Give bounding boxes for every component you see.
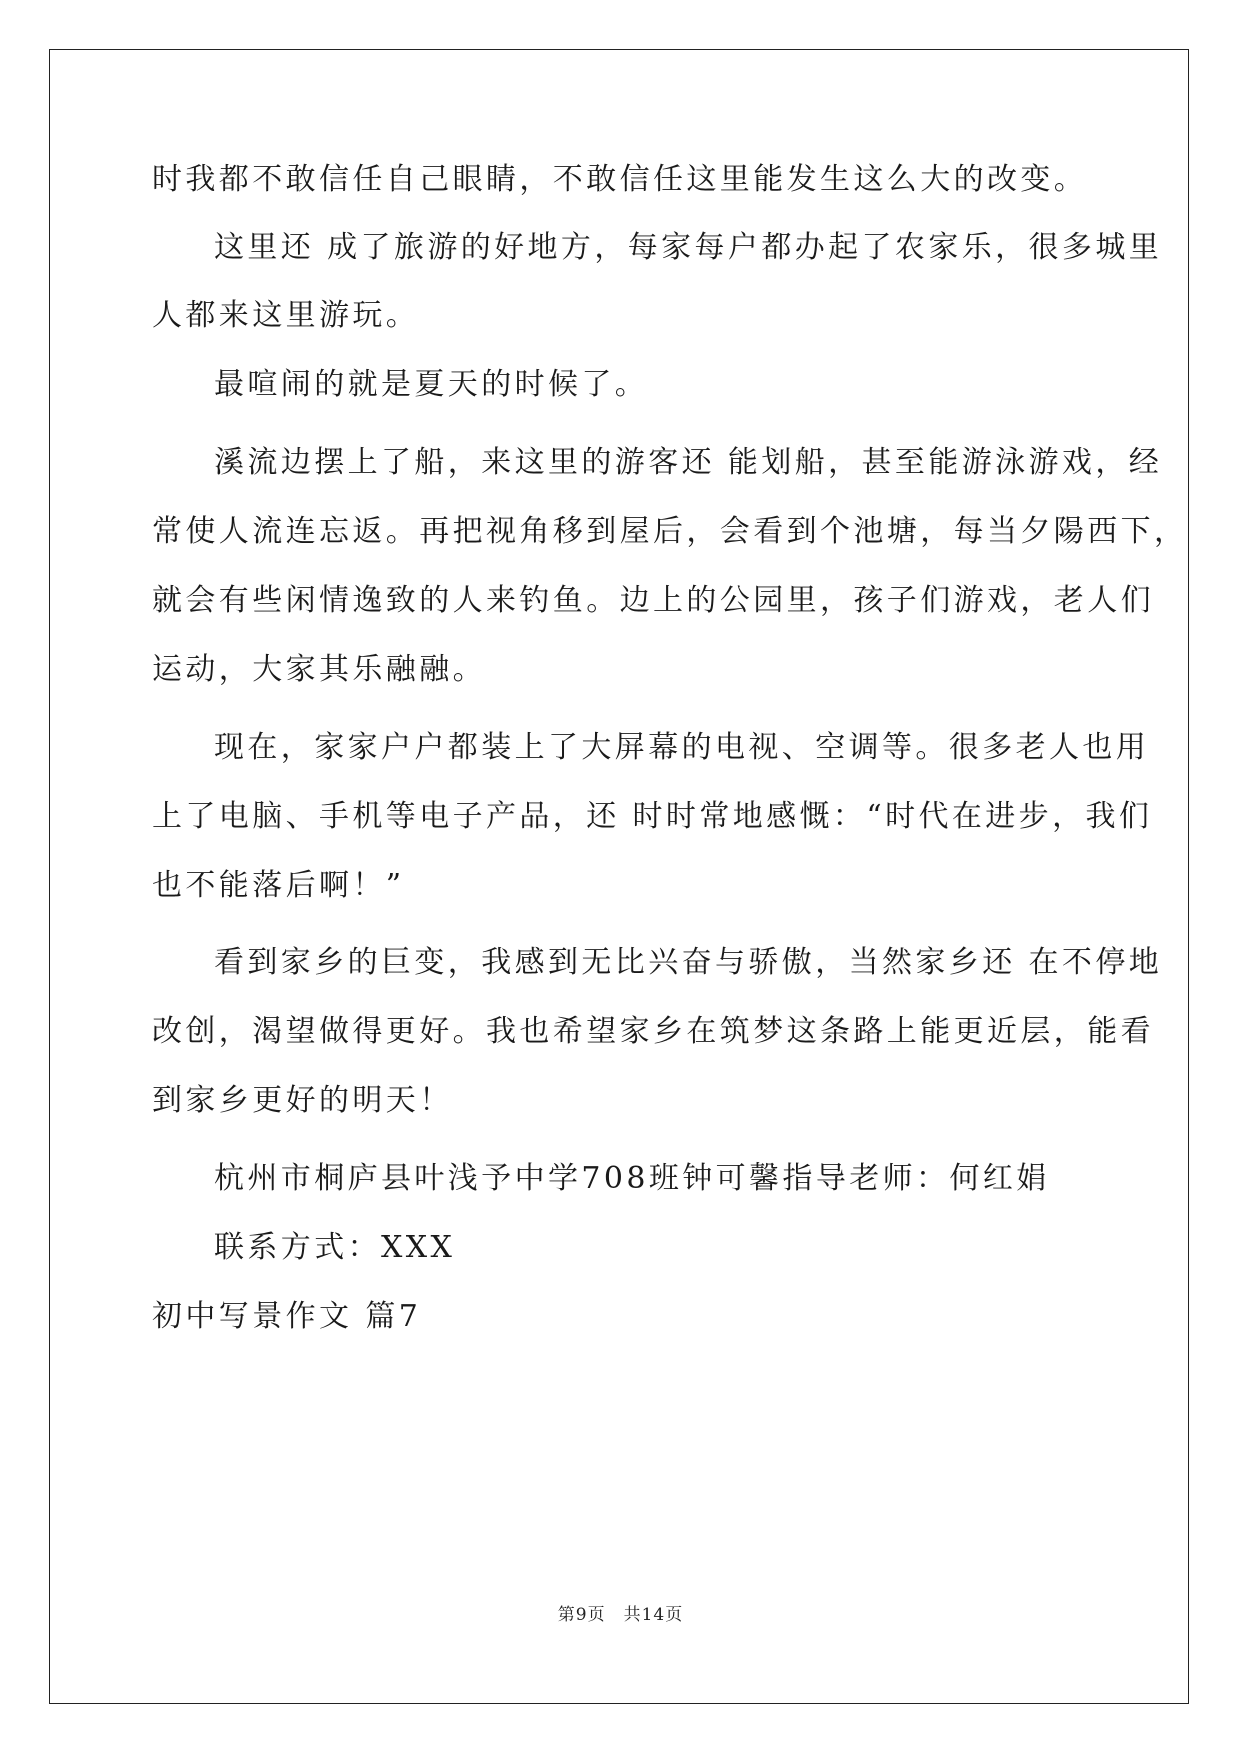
- text-line: 上了电脑、手机等电子产品，还 时时常地感慨：“时代在进步，我们: [152, 799, 1153, 834]
- page-number-total: 共14页: [623, 1605, 684, 1625]
- signature-line: 杭州市桐庐县叶浅予中学708班钟可馨指导老师：何红娟: [214, 1161, 1050, 1196]
- text-line: 时我都不敢信任自己眼睛，不敢信任这里能发生这么大的改变。: [152, 162, 1088, 197]
- text-line: 人都来这里游玩。: [152, 298, 420, 333]
- paragraph-line: 看到家乡的巨变，我感到无比兴奋与骄傲，当然家乡还 在不停地: [214, 945, 1163, 980]
- text-line: 到家乡更好的明天！: [152, 1083, 453, 1118]
- page-footer: [0, 1600, 1241, 1625]
- text-line: 运动，大家其乐融融。: [152, 652, 486, 687]
- paragraph-line: 现在，家家户户都装上了大屏幕的电视、空调等。很多老人也用: [214, 730, 1150, 765]
- page-number-current: 第9页: [557, 1605, 606, 1625]
- paragraph-line: 最喧闹的就是夏天的时候了。: [214, 367, 649, 402]
- text-line: 就会有些闲情逸致的人来钓鱼。边上的公园里，孩子们游戏，老人们: [152, 583, 1154, 618]
- text-line: 也不能落后啊！”: [152, 868, 405, 903]
- paragraph-line: 溪流边摆上了船，来这里的游客还 能划船，甚至能游泳游戏，经: [214, 445, 1163, 480]
- section-heading: 初中写景作文 篇7: [152, 1299, 422, 1334]
- contact-line: 联系方式：XXX: [214, 1230, 456, 1265]
- paragraph-line: 这里还 成了旅游的好地方，每家每户都办起了农家乐，很多城里: [214, 230, 1163, 265]
- text-line: 改创，渴望做得更好。我也希望家乡在筑梦这条路上能更近层，能看: [152, 1014, 1154, 1049]
- text-line: 常使人流连忘返。再把视角移到屋后，会看到个池塘，每当夕陽西下，: [152, 514, 1188, 549]
